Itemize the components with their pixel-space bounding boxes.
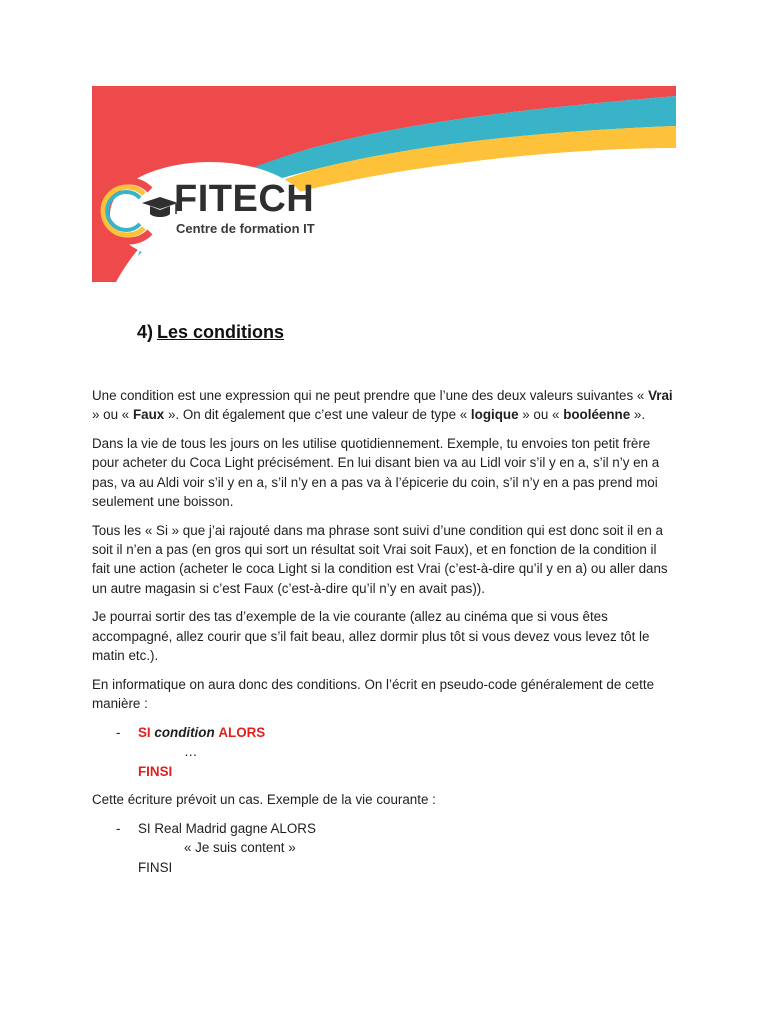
keyword-finsi: FINSI — [138, 763, 173, 779]
section-title: Les conditions — [157, 322, 285, 342]
text-run: » ou « — [518, 407, 564, 423]
term-vrai: Vrai — [648, 388, 673, 403]
code-line — [92, 819, 678, 838]
example-line-finsi: FINSI — [138, 859, 173, 875]
section-heading — [137, 322, 284, 343]
paragraph-pseudo-code-intro: En informatique on aura donc des conditions. On l’écrit en pseudo-code généralement de cette manière : — [92, 676, 655, 712]
code-line — [92, 838, 678, 857]
pseudo-code-example — [92, 819, 678, 877]
keyword-condition: condition — [154, 724, 215, 740]
example-line-si: SI Real Madrid gagne ALORS — [138, 821, 316, 837]
code-line — [92, 858, 678, 877]
logo-tagline: Centre de formation IT — [176, 221, 315, 236]
example-line-action: « Je suis content » — [184, 840, 296, 856]
document-body — [92, 386, 678, 887]
paragraph-example-intro: Cette écriture prévoit un cas. Exemple de la vie courante : — [92, 792, 436, 808]
term-booleenne: booléenne — [563, 407, 631, 423]
text-run: Une condition est une expression qui ne peut prendre que l’une des deux valeurs suivantes « — [92, 388, 649, 403]
text-run: ». — [630, 407, 646, 423]
term-faux: Faux — [132, 407, 165, 423]
code-ellipsis: … — [184, 744, 198, 760]
code-line — [92, 762, 678, 781]
section-number: 4) — [137, 322, 154, 342]
code-line — [92, 723, 678, 742]
code-line — [92, 742, 678, 761]
list-dash: - — [116, 821, 121, 837]
keyword-si: SI — [138, 724, 151, 740]
text-run: » ou « — [92, 407, 133, 423]
paragraph-definition — [92, 386, 678, 425]
paragraph-si-explanation: Tous les « Si » que j’ai rajouté dans ma phrase sont suivi d’une condition qui est donc soit il en a soit il n’en a pas (en gros qui sort un résultat soit Vrai soit Faux), et en fonction de la condition il fait une action (acheter le coca Light si la condition est Vrai (c’est-à-dire qu’il y en a) ou aller dans un autre magasin si c’est Faux (c’est-à-dire qu’il n’y en avait pas)). — [92, 522, 668, 596]
keyword-alors: ALORS — [218, 724, 266, 740]
paragraph-example: Dans la vie de tous les jours on les utilise quotidiennement. Exemple, tu envoies ton petit frère pour acheter du Coca Light précisément. En lui disant bien va au Lidl voir s’il y en a, s’il n’y en a pas, va au Aldi voir s’il y en a, s’il n’y en a pas va à l’épicerie du coin, s’il n’y en a pas prend moi seulement une boisson. — [92, 436, 660, 509]
pseudo-code-generic — [92, 723, 678, 781]
logo-brand: FITECH — [174, 178, 315, 220]
list-dash: - — [116, 724, 121, 740]
paragraph-daily-life: Je pourrai sortir des tas d’exemple de la vie courante (allez au cinéma que si vous êtes accompagné, allez courir que s’il fait beau, allez dormir plus tôt si vous devez vous levez tôt le matin etc.). — [92, 609, 650, 664]
term-logique: logique — [470, 407, 519, 423]
text-run: ». On dit également que c’est une valeur de type « — [164, 407, 471, 423]
